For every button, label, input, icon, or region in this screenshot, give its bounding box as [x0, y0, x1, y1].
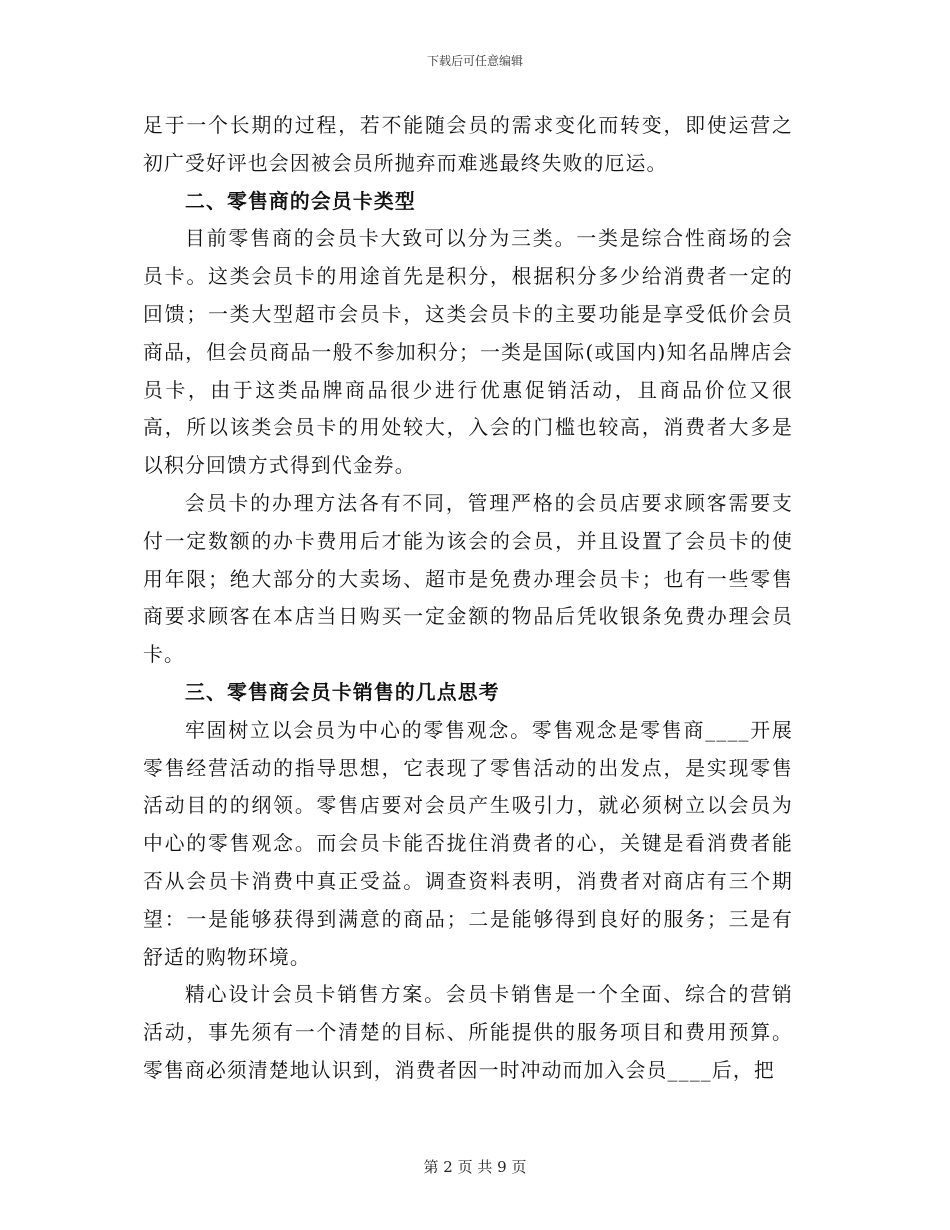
paragraph-card-types: 目前零售商的会员卡大致可以分为三类。一类是综合性商场的会员卡。这类会员卡的用途首先是积分，根据积分多少给消费者一定的回馈；一类大型超市会员卡，这类会员卡的主要功能是享受低价会员商品，但会员商品一般不参加积分；一类是国际(或国内)知名品牌店会员卡，由于这类品牌商品很少进行优惠促销活动，且商品价位又很高，所以该类会员卡的用处较大，入会的门槛也较高，消费者大多是以积分回馈方式得到代金券。: [143, 227, 793, 478]
paragraph-continuation: 足于一个长期的过程，若不能随会员的需求变化而转变，即使运营之初广受好评也会因被会员所抛弃而难逃最终失败的厄运。: [143, 114, 793, 175]
paragraph-member-centric: 牢固树立以会员为中心的零售观念。零售观念是零售商____开展零售经营活动的指导思想，它表现了零售活动的出发点，是实现零售活动目的的纲领。零售店要对会员产生吸引力，就必须树立以会员为中心的零售观念。而会员卡能否拢住消费者的心，关键是看消费者能否从会员卡消费中真正受益。调查资料表明，消费者对商店有三个期望：一是能够获得到满意的商品；二是能够得到良好的服务；三是有舒适的购物环境。: [143, 718, 793, 969]
section-heading-card-types: 二、零售商的会员卡类型: [185, 189, 416, 213]
paragraph-sales-plan: 精心设计会员卡销售方案。会员卡销售是一个全面、综合的营销活动，事先须有一个清楚的目标、所能提供的服务项目和费用预算。零售商必须清楚地认识到，消费者因一时冲动而加入会员____后，把: [143, 983, 793, 1082]
document-body: [143, 107, 793, 1090]
page-number: 第 2 页 共 9 页: [423, 1158, 527, 1176]
page-header: 下载后可任意编辑: [426, 54, 523, 68]
paragraph-card-application: 会员卡的办理方法各有不同，管理严格的会员店要求顾客需要支付一定数额的办卡费用后才能为该会的会员，并且设置了会员卡的使用年限；绝大部分的大卖场、超市是免费办理会员卡；也有一些零售商要求顾客在本店当日购买一定金额的物品后凭收银条免费办理会员卡。: [143, 491, 793, 667]
section-heading-reflections: 三、零售商会员卡销售的几点思考: [185, 680, 500, 704]
